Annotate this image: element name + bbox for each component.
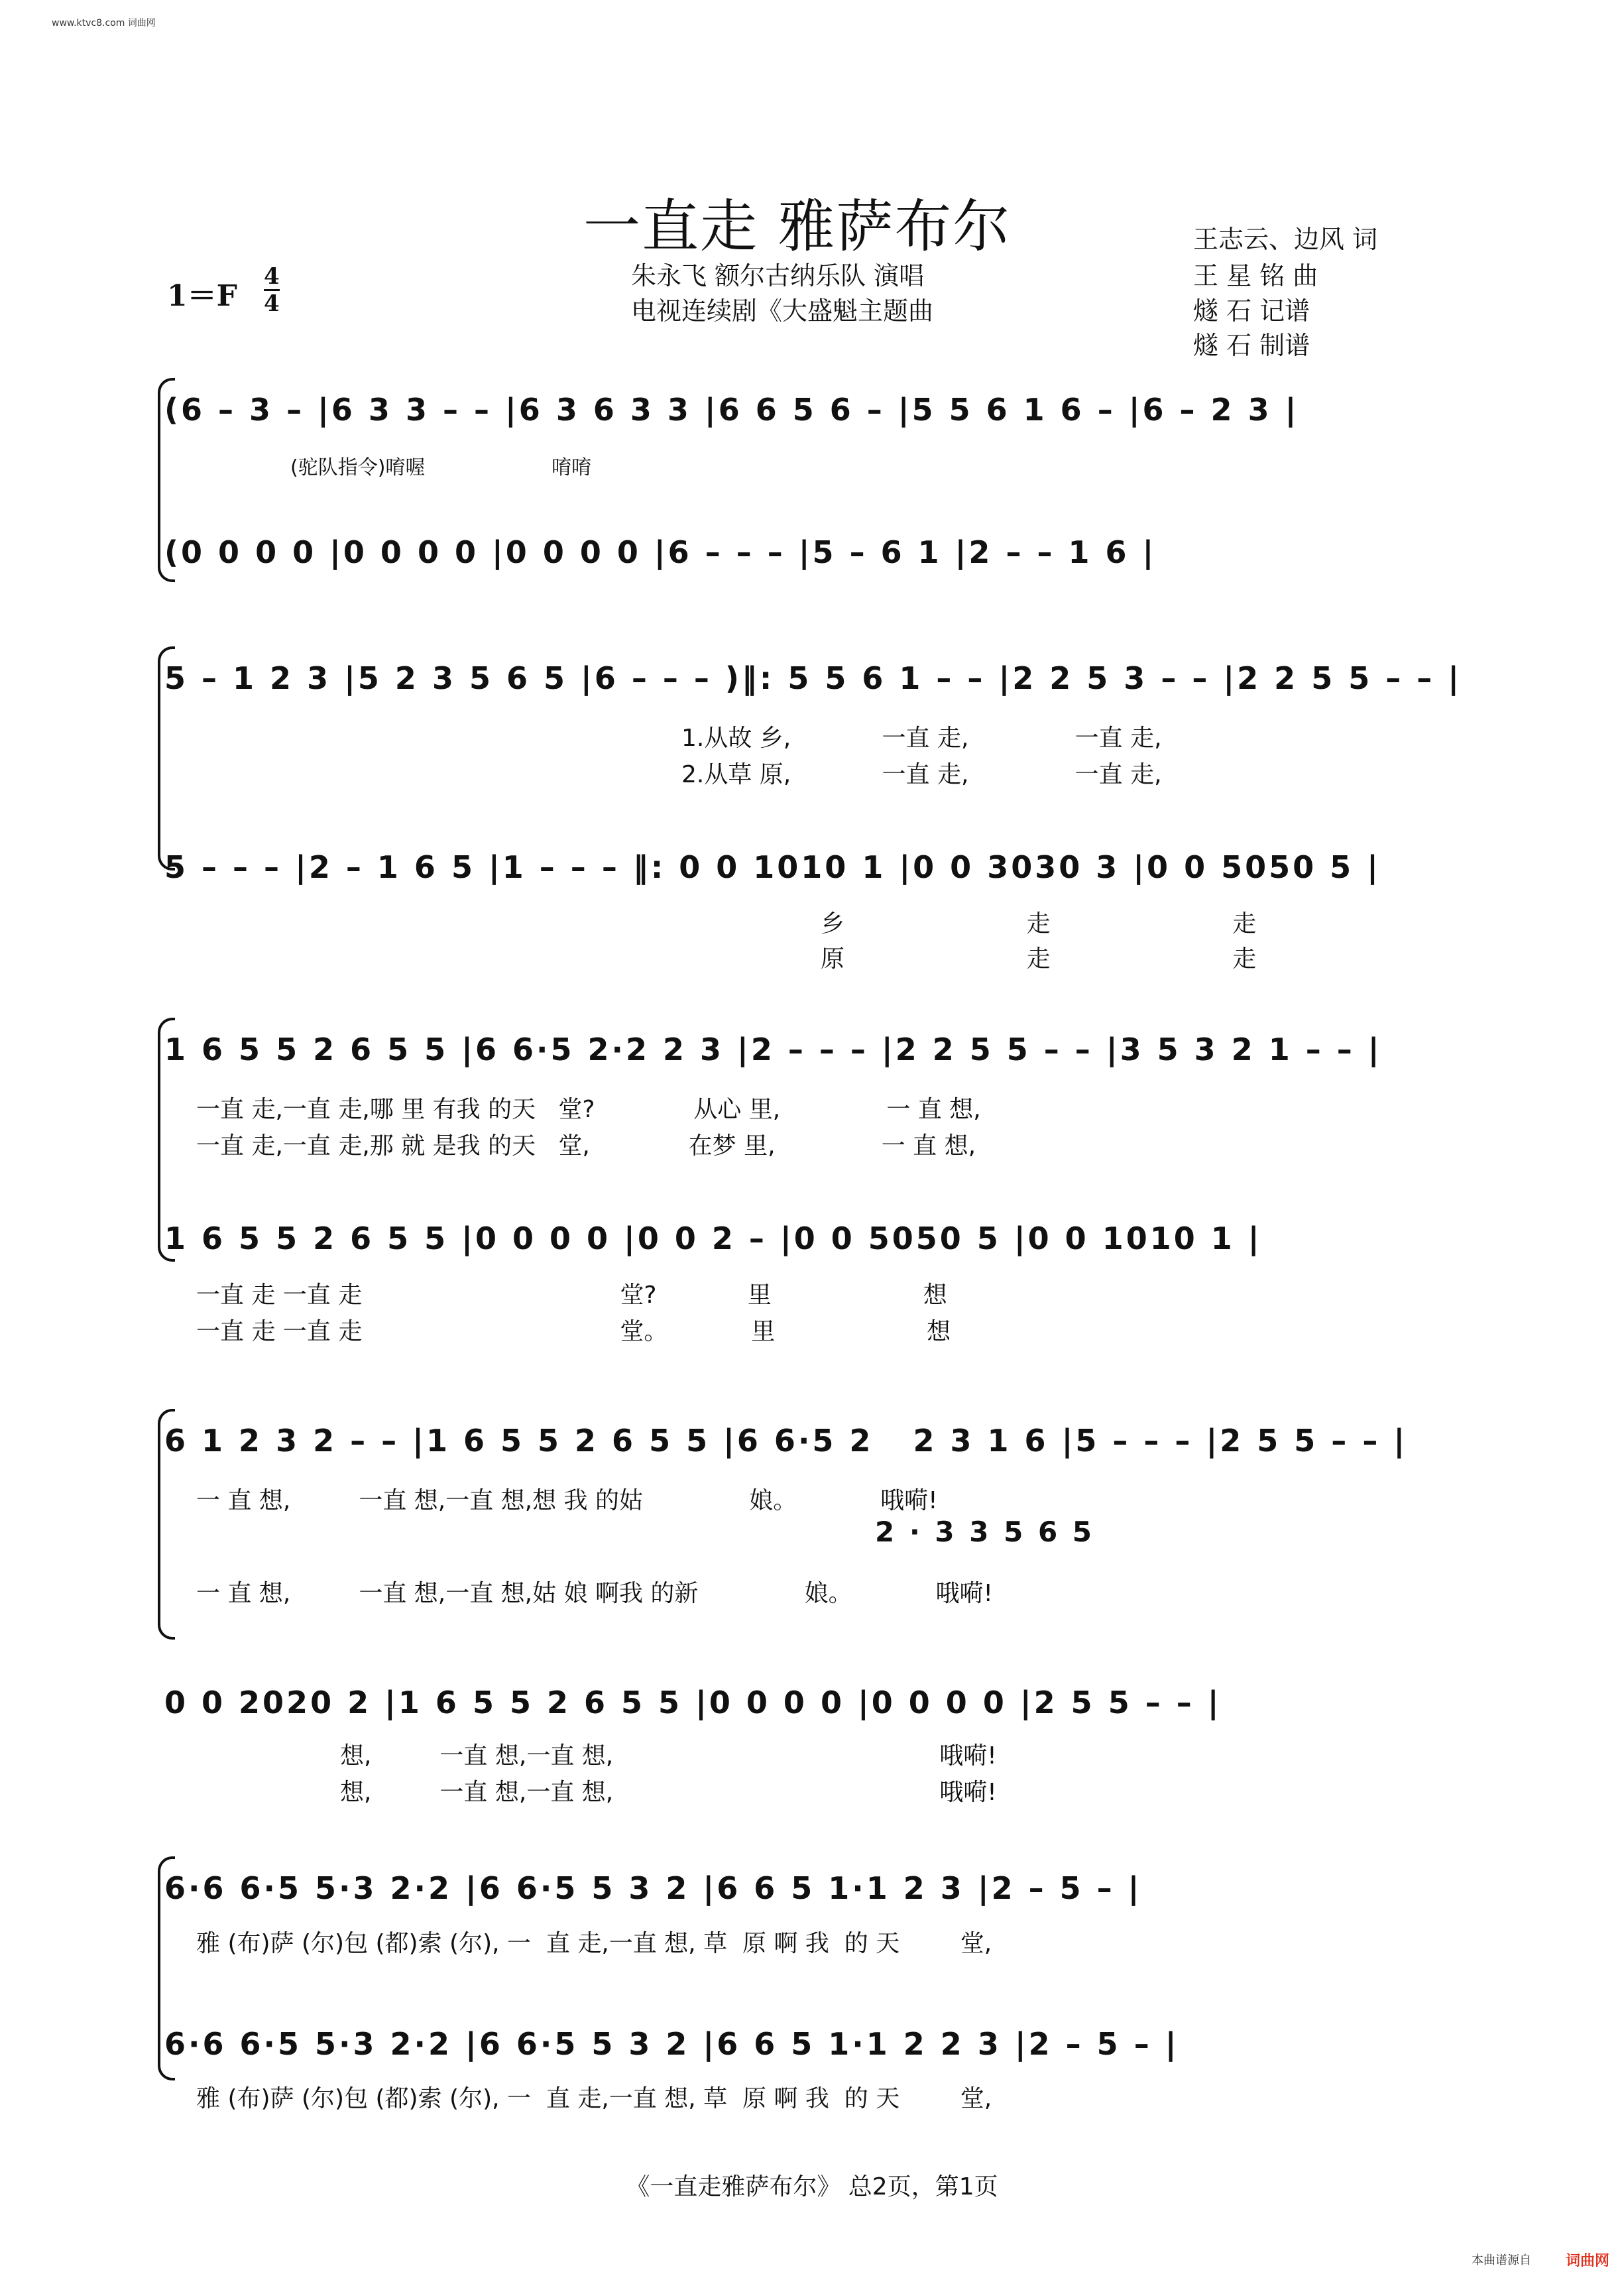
lyric-line: 一 直 想, 一直 想,一直 想,想 我 的姑 娘。 哦嗬!: [196, 1487, 938, 1514]
source-note: 本曲谱源自: [1472, 2254, 1531, 2267]
song-title: 一直走 雅萨布尔: [583, 194, 1012, 260]
notes-line: 5 – – – |2 – 1 6 5 |1 – – – ‖: 0 0 1010 1 |0 0 3030 3 |0 0 5050 5 |: [164, 849, 1381, 885]
staff-lower: [164, 845, 1490, 892]
notes-line: 6 1 2 3 2 – – |1 6 5 5 2 6 5 5 |6 6·5 2 2 3 1 6 |5 – – – |2 5 5 – – |: [164, 1423, 1408, 1459]
notes-line: (0 0 0 0 |0 0 0 0 |0 0 0 0 |6 – – – |5 – 6 1 |2 – – 1 6 |: [164, 534, 1157, 570]
lyric-line: 2.从草 原, 一直 走, 一直 走,: [681, 761, 1162, 788]
notes-line: 1 6 5 5 2 6 5 5 |0 0 0 0 |0 0 2 – |0 0 5050 5 |0 0 1010 1 |: [164, 1221, 1262, 1256]
lyric-line: 一 直 想, 一直 想,一直 想,姑 娘 啊我 的新 娘。 哦嗬!: [196, 1580, 993, 1607]
staff-upper: [164, 388, 1490, 434]
lyric-line: 乡 走 走: [821, 910, 1257, 937]
lyric-line: 1.从故 乡, 一直 走, 一直 走,: [681, 725, 1162, 752]
key-signature: 1＝F: [167, 279, 237, 313]
staff-lower: [164, 2022, 1490, 2069]
credit-engraver: 燧 石 制谱: [1193, 331, 1310, 360]
staff-lower: [164, 1217, 1490, 1263]
lyric-line: 想, 一直 想,一直 想, 哦嗬!: [340, 1742, 997, 1770]
lyric-line: (驼队指令)唷喔 唷唷: [290, 456, 592, 479]
notes-line: 6·6 6·5 5·3 2·2 |6 6·5 5 3 2 |6 6 5 1·1 2 3 |2 – 5 – |: [164, 1870, 1142, 1906]
notes-line: 5 – 1 2 3 |5 2 3 5 6 5 |6 – – – )‖: 5 5 6 1 – – |2 2 5 3 – – |2 2 5 5 – – |: [164, 660, 1462, 696]
staff-lower: [164, 1681, 1490, 1727]
right-margin-watermark: [1597, 0, 1624, 2284]
notes-line: (6 – 3 – |6 3 3 – – |6 3 6 3 3 |6 6 5 6 – |5 5 6 1 6 – |6 – 2 3 |: [164, 392, 1299, 428]
lyric-line: 一直 走,一直 走,哪 里 有我 的天 堂? 从心 里, 一 直 想,: [196, 1096, 981, 1123]
notes-line: 0 0 2020 2 |1 6 5 5 2 6 5 5 |0 0 0 0 |0 0 0 0 |2 5 5 – – |: [164, 1685, 1222, 1720]
notes-line: 6·6 6·5 5·3 2·2 |6 6·5 5 3 2 |6 6 5 1·1 2 2 3 |2 – 5 – |: [164, 2026, 1179, 2062]
singer-line: 朱永飞 额尔古纳乐队 演唱: [631, 261, 925, 290]
inner-voice-line: 2 · 3 3 5 6 5: [875, 1516, 1095, 1548]
notes-line: 1 6 5 5 2 6 5 5 |6 6·5 2·2 2 3 |2 – – – |2 2 5 5 – – |3 5 3 2 1 – – |: [164, 1032, 1382, 1067]
credit-lyrics: 王志云、边风 词: [1193, 225, 1378, 254]
staff-lower: [164, 530, 1490, 577]
staff-upper: [164, 1866, 1490, 1913]
staff-upper: [164, 1419, 1490, 1465]
time-signature-bottom: 4: [264, 290, 280, 317]
lyric-line: 想, 一直 想,一直 想, 哦嗬!: [340, 1779, 997, 1806]
lyric-line: 一直 走 一直 走 堂。 里 想: [196, 1318, 951, 1345]
staff-upper: [164, 1028, 1490, 1074]
lyric-line: 一直 走,一直 走,那 就 是我 的天 堂, 在梦 里, 一 直 想,: [196, 1132, 976, 1160]
lyric-line: 雅 (布)萨 (尔)包 (都)索 (尔), 一 直 走,一直 想, 草 原 啊 我 的 天 堂,: [196, 2085, 992, 2112]
left-margin-watermark: [0, 0, 27, 2284]
site-url[interactable]: www.ktvc8.com 词曲网: [52, 18, 156, 29]
brand-logo[interactable]: 词曲网: [1566, 2253, 1610, 2269]
time-signature: [264, 264, 280, 316]
staff-upper: [164, 656, 1490, 703]
credit-composer: 王 星 铭 曲: [1193, 261, 1318, 290]
credit-transcriber: 燧 石 记谱: [1193, 296, 1310, 326]
lyric-line: 一直 走 一直 走 堂? 里 想: [196, 1282, 947, 1309]
time-signature-top: 4: [264, 263, 280, 290]
subtitle-line: 电视连续剧《大盛魁主题曲: [631, 296, 934, 326]
lyric-line: 雅 (布)萨 (尔)包 (都)索 (尔), 一 直 走,一直 想, 草 原 啊 我 的 天 堂,: [196, 1930, 992, 1957]
page-footer: 《一直走雅萨布尔》 总2页，第1页: [626, 2173, 998, 2200]
lyric-line: 原 走 走: [821, 945, 1257, 973]
